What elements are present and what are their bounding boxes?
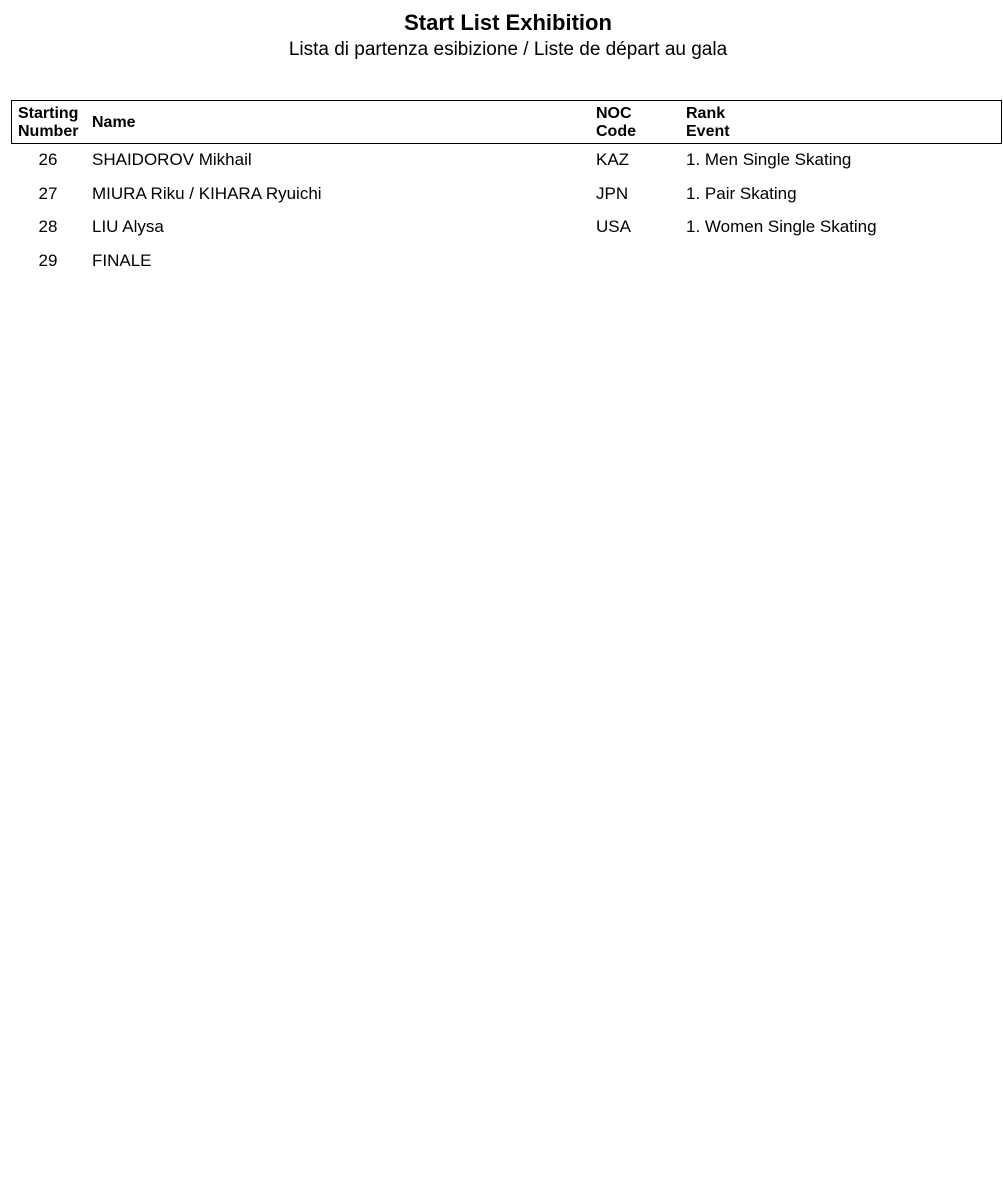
document-subtitle: Lista di partenza esibizione / Liste de départ au gala xyxy=(288,39,728,60)
noc-code-cell: JPN xyxy=(596,183,629,203)
header-noc-code-line-1: NOC xyxy=(596,105,632,122)
rank-event-cell: 1. Pair Skating xyxy=(686,183,797,203)
starting-number-cell: 27 xyxy=(38,183,58,203)
header-rank-event xyxy=(686,105,730,141)
header-name: Name xyxy=(92,114,136,131)
starting-number-cell: 29 xyxy=(38,250,58,270)
noc-code-cell: USA xyxy=(596,217,631,236)
header-rank-event-line-2: Event xyxy=(686,123,730,140)
name-cell: LIU Alysa xyxy=(92,217,164,236)
name-cell: MIURA Riku / KIHARA Ryuichi xyxy=(92,183,322,203)
table-row xyxy=(0,215,1003,249)
name-cell: SHAIDOROV Mikhail xyxy=(92,150,252,169)
header-noc-code xyxy=(596,105,636,141)
header-starting-number-line-1: Starting xyxy=(18,105,79,122)
table-row xyxy=(0,249,1003,283)
table-row xyxy=(0,182,1003,216)
header-rank-event-line-1: Rank xyxy=(686,105,726,122)
table-row xyxy=(0,148,1003,182)
header-starting-number xyxy=(18,105,78,141)
document-title: Start List Exhibition xyxy=(404,10,612,35)
starting-number-cell: 28 xyxy=(38,217,58,236)
starting-number-cell: 26 xyxy=(38,150,58,169)
rank-event-cell: 1. Men Single Skating xyxy=(686,150,852,169)
header-noc-code-line-2: Code xyxy=(596,123,636,140)
start-list-table-body xyxy=(0,148,1003,282)
table-header xyxy=(11,100,1002,144)
noc-code-cell: KAZ xyxy=(596,150,630,169)
name-cell: FINALE xyxy=(92,250,152,270)
header-starting-number-line-2: Number xyxy=(18,123,79,140)
rank-event-cell: 1. Women Single Skating xyxy=(686,217,877,236)
